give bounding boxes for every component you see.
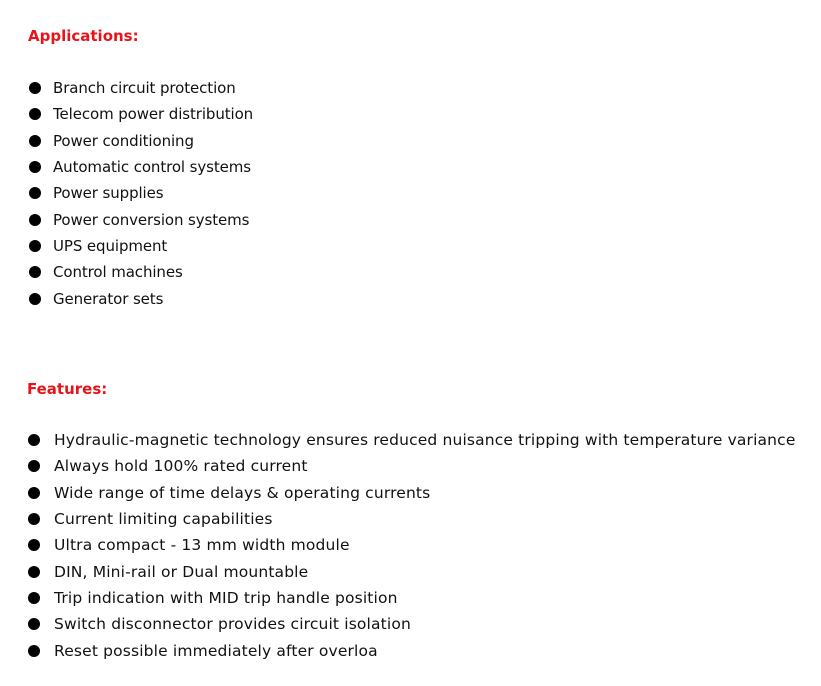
list-item: [28, 558, 796, 584]
bullet-icon: [29, 161, 41, 173]
list-item-text: Branch circuit protection: [53, 79, 236, 98]
bullet-icon: [29, 135, 41, 147]
bullet-icon: [28, 566, 40, 578]
list-item-text: Current limiting capabilities: [54, 510, 273, 529]
bullet-icon: [28, 592, 40, 604]
list-item-text: Reset possible immediately after overloa: [54, 641, 378, 660]
bullet-icon: [29, 187, 41, 199]
bullet-icon: [29, 293, 41, 305]
list-item-text: Generator sets: [53, 289, 164, 308]
list-item-text: DIN, Mini-rail or Dual mountable: [54, 562, 309, 581]
list-item: [29, 75, 253, 101]
bullet-icon: [29, 240, 41, 252]
list-item-text: Power conditioning: [53, 131, 194, 150]
list-item: [29, 128, 253, 154]
list-item: [29, 154, 253, 180]
bullet-icon: [29, 266, 41, 278]
list-item: [28, 480, 796, 506]
list-item-text: Control machines: [53, 263, 183, 282]
applications-list: [29, 75, 253, 312]
bullet-icon: [29, 214, 41, 226]
features-list: [28, 427, 796, 664]
bullet-icon: [28, 513, 40, 525]
list-item-text: Hydraulic-magnetic technology ensures reduced nuisance tripping with temperature variance: [54, 431, 796, 450]
list-item-text: Telecom power distribution: [53, 105, 254, 124]
list-item: [28, 427, 796, 453]
list-item: [29, 285, 253, 311]
list-item: [28, 453, 796, 479]
bullet-icon: [28, 434, 40, 446]
applications-heading: Applications:: [28, 27, 139, 45]
list-item-text: Trip indication with MID trip handle position: [54, 588, 398, 607]
list-item-text: Power conversion systems: [53, 210, 250, 229]
list-item-text: Automatic control systems: [53, 158, 252, 177]
list-item-text: Ultra compact - 13 mm width module: [54, 536, 350, 555]
features-heading: Features:: [27, 380, 108, 398]
list-item: [29, 101, 253, 127]
list-item-text: Always hold 100% rated current: [54, 457, 308, 476]
bullet-icon: [29, 82, 41, 94]
list-item: [28, 506, 796, 532]
bullet-icon: [28, 645, 40, 657]
bullet-icon: [28, 618, 40, 630]
list-item-text: Switch disconnector provides circuit isolation: [54, 615, 411, 634]
list-item: [28, 532, 796, 558]
bullet-icon: [28, 487, 40, 499]
bullet-icon: [28, 539, 40, 551]
list-item: [29, 180, 253, 206]
list-item: [28, 585, 796, 611]
list-item: [29, 233, 253, 259]
list-item: [28, 637, 796, 663]
bullet-icon: [28, 460, 40, 472]
list-item-text: Power supplies: [53, 184, 164, 203]
list-item-text: Wide range of time delays & operating currents: [54, 483, 431, 502]
list-item: [28, 611, 796, 637]
list-item: [29, 259, 253, 285]
bullet-icon: [29, 108, 41, 120]
list-item: [29, 206, 253, 232]
list-item-text: UPS equipment: [53, 236, 168, 255]
